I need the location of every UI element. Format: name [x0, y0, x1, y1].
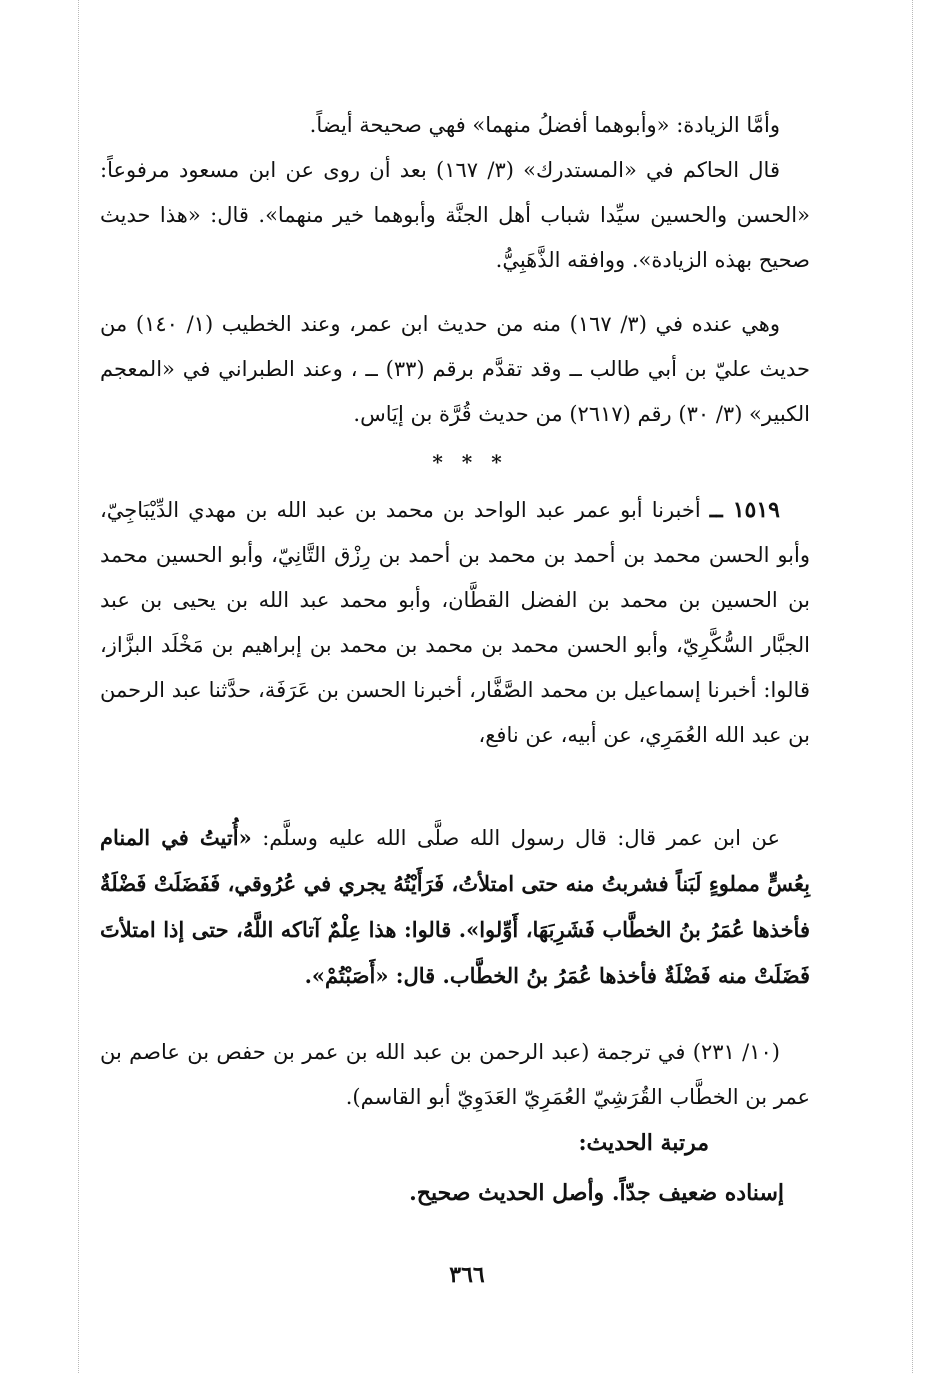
biography-reference: (١٠/ ٢٣١) في ترجمة (عبد الرحمن بن عبد الله بن عمر بن حفص بن عاصم بن عمر بن الخطَّاب القُرَشِيّ العُمَرِيّ العَدَوِيّ أبو القاسم).: [100, 1040, 810, 1109]
left-margin-line: [78, 0, 79, 1373]
matn-text: «أُتيتُ في المنام بِعُسٍّ مملوءٍ لَبَناً فشربتُ منه حتى امتلأتُ، فَرَأَيْتُهُ يجري في عُرُوقي، فَفَضَلَتْ فَضْلَةٌ فأخذها عُمَرُ بنُ الخطَّاب فَشَرِبَهَا، أَوِّلوا». قالوا: هذا عِلْمٌ آتاكه اللَّهُ، حتى إذا امتلأتَ فَضَلَتْ منه فَضْلَةٌ فأخذها عُمَرُ بنُ الخطَّاب. قال: «أَصَبْتُمْ».: [100, 825, 810, 988]
grading-heading: مرتبة الحديث:: [578, 1130, 709, 1156]
section-separator: * * *: [432, 450, 508, 474]
right-margin-line: [912, 0, 913, 1373]
matn-intro: عن ابن عمر قال: قال رسول الله صلَّى الله عليه وسلَّم:: [251, 826, 780, 850]
hadith-isnad: [100, 488, 810, 758]
paragraph-sources: وهي عنده في (٣/ ١٦٧) منه من حديث ابن عمر، وعند الخطيب (١/ ١٤٠) من حديث عليّ بن أبي طالب ــ وقد تقدَّم برقم (٣٣) ــ ، وعند الطبراني في «المعجم الكبير» (٣/ ٣٠) رقم (٢٦١٧) من حديث قُرَّة بن إيَاس.: [100, 312, 810, 426]
grading-text: إسناده ضعيف جدّاً. وأصل الحديث صحيح.: [409, 1180, 784, 1206]
isnad-text: أخبرنا أبو عمر عبد الواحد بن محمد بن عبد الله بن مهدي الدِّيْبَاجِيّ، وأبو الحسن محمد بن أحمد بن محمد بن أحمد بن رِزْق التَّانِيّ، وأبو الحسين محمد بن الحسين بن محمد بن الفضل القطَّان، وأبو محمد عبد الله بن يحيى بن عبد الجبَّار السُّكَّرِيّ، وأبو الحسن محمد بن محمد بن محمد بن إبراهيم بن مَخْلَد البزَّاز، قالوا: أخبرنا إسماعيل بن محمد الصَّفَّار، أخبرنا الحسن بن عَرَفَة، حدَّثنا عبد الرحمن بن عبد الله العُمَرِي، عن أبيه، عن نافع،: [100, 498, 811, 747]
paragraph-addition-note: وأمَّا الزيادة: «وأبوهما أفضلُ منهما» فهي صحيحة أيضاً.: [309, 113, 780, 137]
paragraph-hakim-citation: قال الحاكم في «المستدرك» (٣/ ١٦٧) بعد أن روى عن ابن مسعود مرفوعاً: «الحسن والحسين سيِّدا شباب أهل الجنَّة وأبوهما خير منهما». قال: «هذا حديث صحيح بهذه الزيادة». ووافقه الذَّهَبِيُّ.: [100, 158, 810, 272]
hadith-matn: [100, 815, 810, 999]
page-number: ٣٦٦: [449, 1262, 485, 1288]
hadith-number: ١٥١٩ ــ: [709, 497, 780, 523]
